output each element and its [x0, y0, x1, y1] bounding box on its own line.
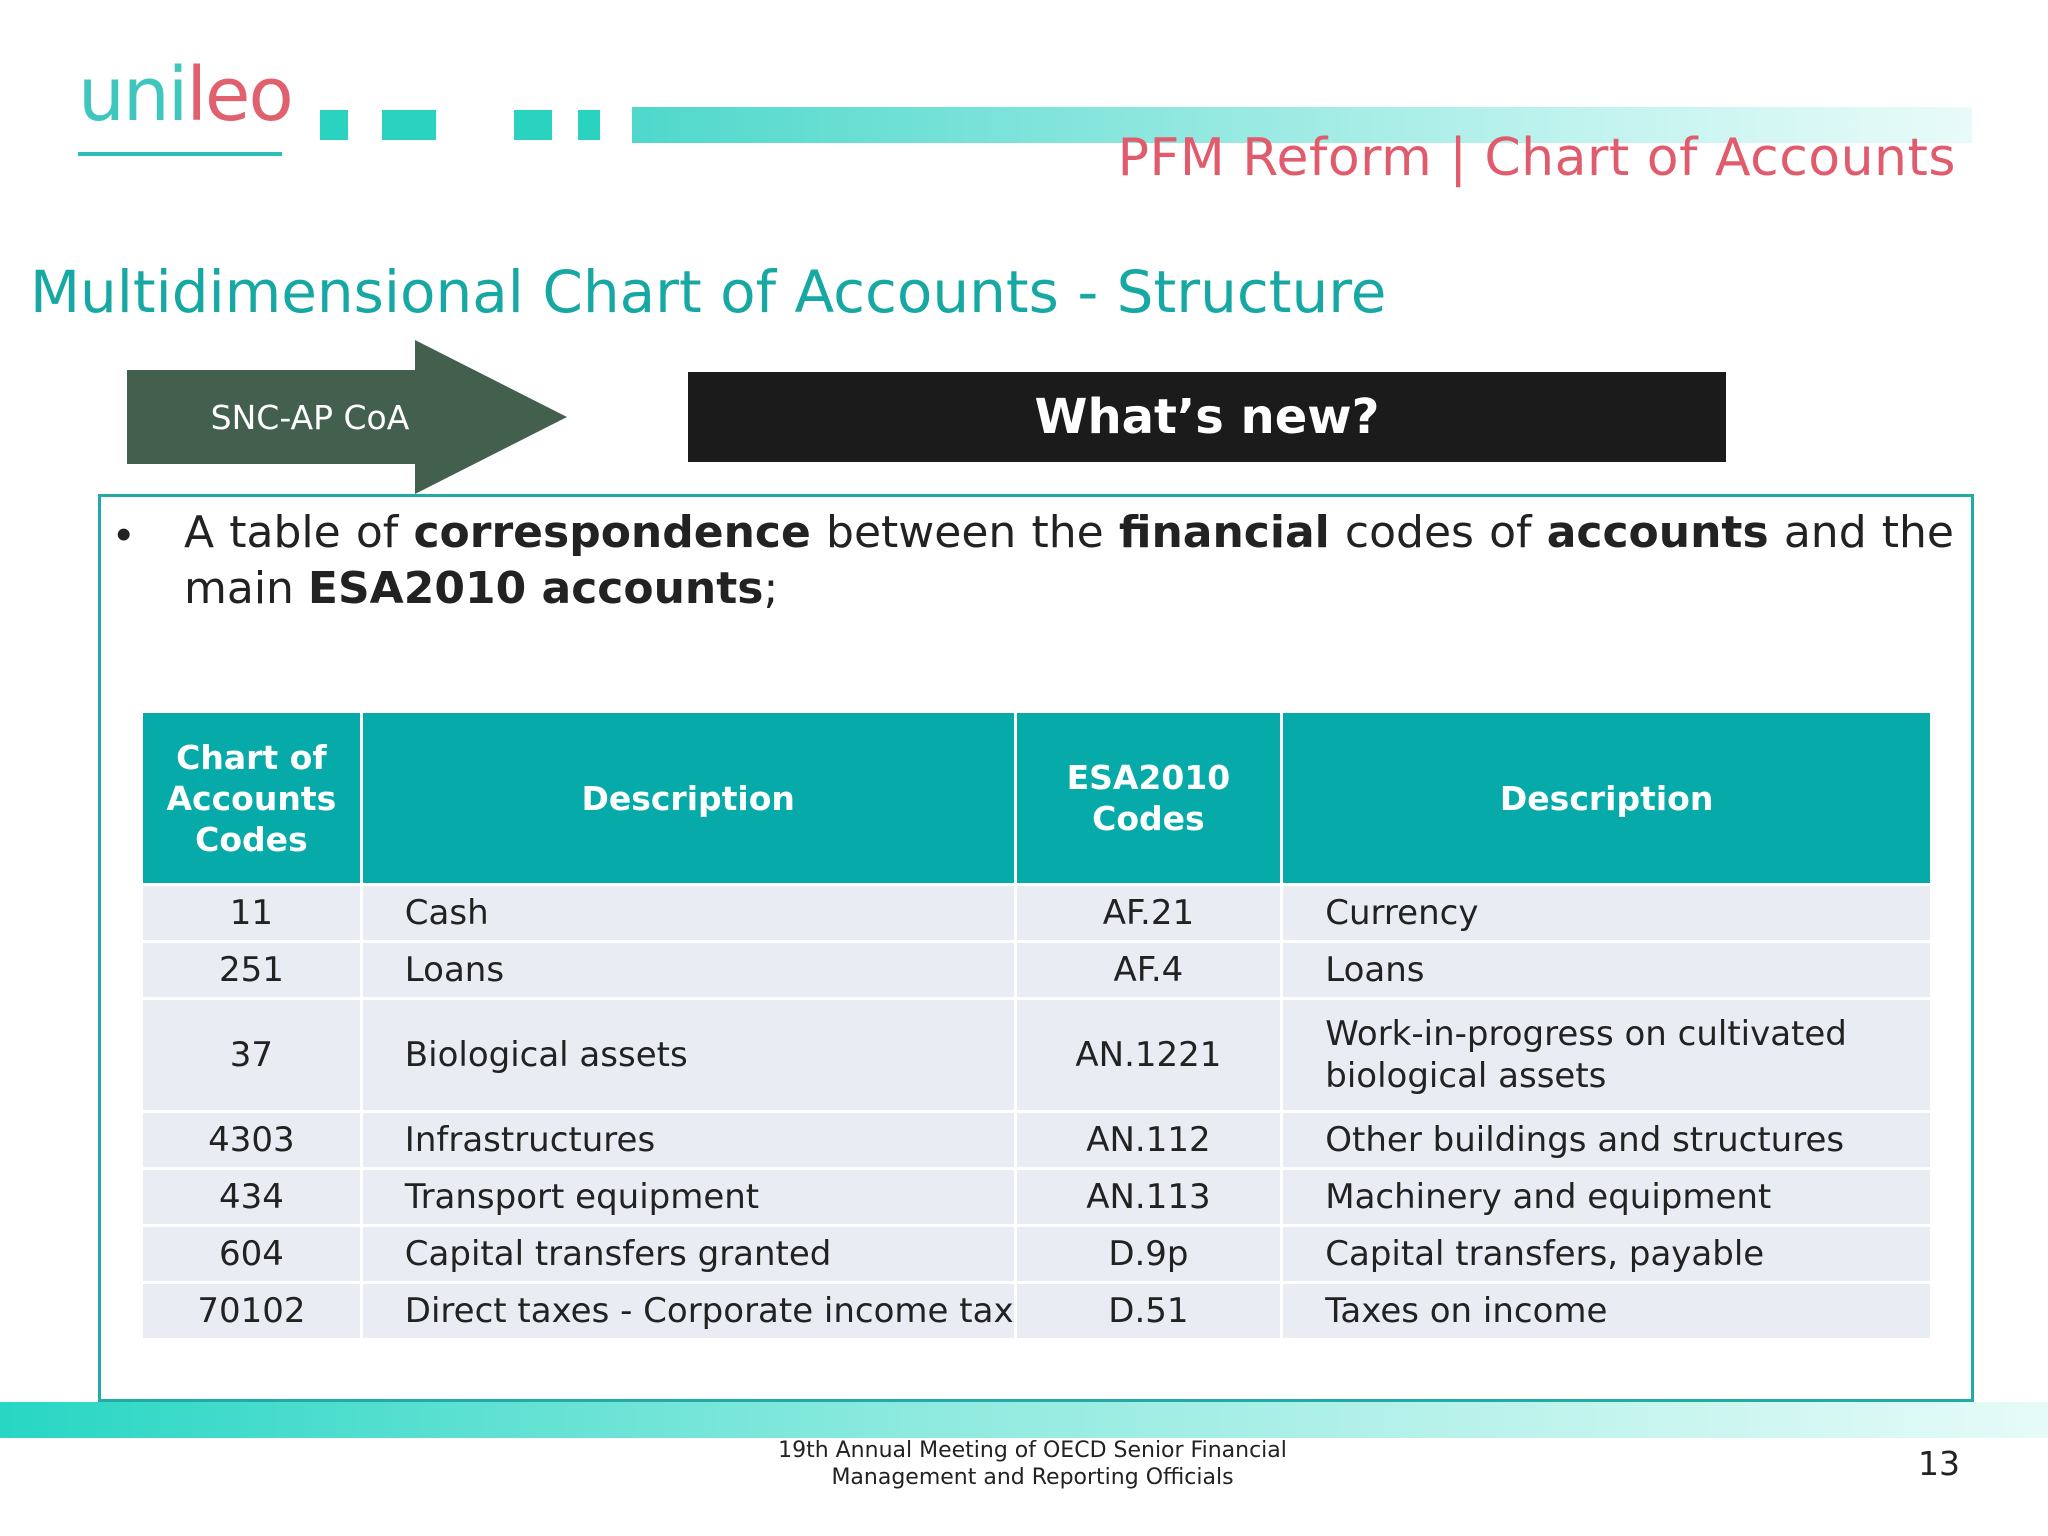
coa-description: Capital transfers granted [361, 1226, 1015, 1283]
esa-code: AN.1221 [1015, 999, 1282, 1112]
logo-underline [78, 152, 282, 156]
coa-description: Cash [361, 885, 1015, 942]
bullet-text: A table of correspondence between the financial codes of accounts and the main ESA2010 accounts; [184, 507, 1955, 614]
bullet-marker: • [116, 510, 132, 559]
table-row [142, 1112, 1932, 1169]
table-row [142, 1283, 1932, 1340]
esa-code: AF.21 [1015, 885, 1282, 942]
header-esa-codes: ESA2010 Codes [1015, 713, 1282, 885]
table-row [142, 942, 1932, 999]
decor-square [382, 110, 436, 140]
esa-description: Work-in-progress on cultivated biological assets [1282, 999, 1932, 1112]
slide-title: Multidimensional Chart of Accounts - Structure [30, 258, 1387, 326]
header-description: Description [361, 713, 1015, 885]
esa-description: Machinery and equipment [1282, 1169, 1932, 1226]
whats-new-banner: What’s new? [688, 372, 1726, 462]
decor-square [578, 110, 600, 140]
coa-description: Biological assets [361, 999, 1015, 1112]
unileo-logo [78, 40, 292, 160]
section-title: PFM Reform | Chart of Accounts [1117, 128, 1956, 188]
esa-code: AN.112 [1015, 1112, 1282, 1169]
coa-description: Direct taxes - Corporate income tax [361, 1283, 1015, 1340]
coa-code: 4303 [142, 1112, 362, 1169]
header-esa-description: Description [1282, 713, 1932, 885]
coa-description: Transport equipment [361, 1169, 1015, 1226]
page-number: 13 [1918, 1444, 1960, 1483]
coa-description: Infrastructures [361, 1112, 1015, 1169]
esa-description: Capital transfers, payable [1282, 1226, 1932, 1283]
coa-code: 604 [142, 1226, 362, 1283]
table-row [142, 999, 1932, 1112]
header-coa-codes: Chart of Accounts Codes [142, 713, 362, 885]
table-row [142, 1169, 1932, 1226]
coa-code: 11 [142, 885, 362, 942]
coa-code: 434 [142, 1169, 362, 1226]
table-row [142, 885, 1932, 942]
correspondence-table [140, 713, 1933, 1341]
logo-wordmark: unileo [78, 52, 292, 138]
esa-code: AN.113 [1015, 1169, 1282, 1226]
esa-code: D.51 [1015, 1283, 1282, 1340]
coa-code: 251 [142, 942, 362, 999]
esa-description: Taxes on income [1282, 1283, 1932, 1340]
esa-code: D.9p [1015, 1226, 1282, 1283]
arrow-label: SNC-AP CoA [210, 398, 410, 437]
footer-text: 19th Annual Meeting of OECD Senior Financial Management and Reporting Officials [778, 1438, 1287, 1490]
esa-description: Other buildings and structures [1282, 1112, 1932, 1169]
esa-code: AF.4 [1015, 942, 1282, 999]
esa-description: Currency [1282, 885, 1932, 942]
coa-description: Loans [361, 942, 1015, 999]
table-header-row [142, 713, 1932, 885]
table-row [142, 1226, 1932, 1283]
esa-description: Loans [1282, 942, 1932, 999]
footer-band [0, 1402, 2048, 1438]
coa-code: 37 [142, 999, 362, 1112]
decor-square [514, 110, 552, 140]
coa-code: 70102 [142, 1283, 362, 1340]
decor-square [320, 110, 348, 140]
